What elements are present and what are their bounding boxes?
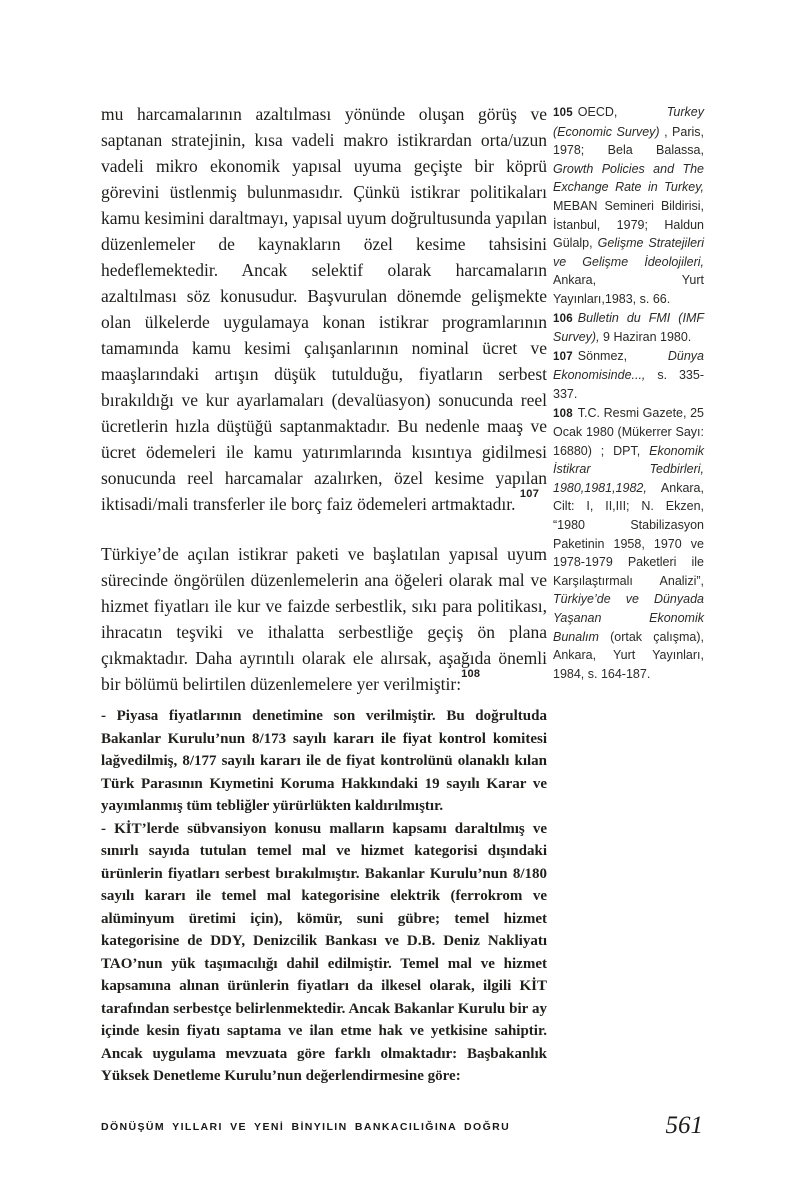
footnote-number: 105 (553, 107, 573, 119)
main-text-column (101, 101, 547, 1088)
paragraph-2-text: Türkiye’de açılan istikrar paketi ve başlatılan yapısal uyum sürecinde öngörülen düzenlemelerin ana öğeleri olarak mal ve hizmet fiyatları ile kur ve faizde serbestlik, sıkı para politikası, ihracatın teşviki ve ithalatta serbestliğe geçiş ön plana çıkmaktadır. Daha ayrıntılı olarak ele alırsak, aşağıda önemli bir bölümü belirtilen düzenlemelere yer verilmiştir: (101, 544, 547, 694)
regulation-list (101, 705, 547, 1088)
footnote-ref-108: 108 (461, 668, 481, 681)
footnote-105 (553, 103, 704, 309)
footnote-text: Sönmez, Dünya Ekonomisinde..., s. 335-337. (553, 348, 704, 401)
footnote-text: Bulletin du FMI (IMF Survey), 9 Haziran 1980. (553, 310, 704, 345)
footnote-107 (553, 347, 704, 404)
footnote-ref-107: 107 (519, 488, 540, 501)
body-paragraph-1 (101, 101, 547, 517)
running-title: DÖNÜŞÜM YILLARI VE YENİ BİNYILIN BANKACILIĞINA DOĞRU (101, 1121, 511, 1133)
body-paragraph-2 (101, 541, 547, 697)
footnote-text: T.C. Resmi Gazete, 25 Ocak 1980 (Mükerrer Sayı: 16880) ; DPT, Ekonomik İstikrar Tedbirleri, 1980,1981,1982, Ankara, Cilt: I, II,III; N. Ekzen, “1980 Stabilizasyon Paketinin 1958, 1970 ve 1978-1979 Paketleri ile Karşılaştırmalı Analizi”, Türkiye’de ve Dünyada Yaşanan Ekonomik Bunalım (ortak çalışma), Ankara, Yurt Yayınları, 1984, s. 164-187. (553, 405, 704, 681)
footnote-108 (553, 404, 704, 684)
regulation-list-item-2: - KİT’lerde sübvansiyon konusu malların kapsamı daraltılmış ve sınırlı sayıda tutulan temel mal ve hizmet kategorisi dışındaki ürünlerin fiyatları serbest bırakılmıştır. Bakanlar Kurulu’nun 8/180 sayılı kararı ile temel mal kategorisine elektrik (ferrokrom ve alüminyum üretimi için), kömür, suni gübre; temel hizmet kategorisine de DDY, Denizcilik Bankası ve D.B. Deniz Nakliyatı TAO’nun yük taşımacılığı dahil edilmiştir. Temel mal ve hizmet kapsamına alınan ürünlerin fiyatları da ilkesel olarak, ilgili KİT tarafından serbestçe belirlenmektedir. Ancak Bakanlar Kurulu bir ay içinde kesin fiyatı saptama ve ilan etme hak ve yetkisine sahiptir. Ancak uygulama mevzuata göre farklı olmaktadır: Başbakanlık Yüksek Denetleme Kurulu’nun değerlendirmesine göre: (101, 820, 547, 1084)
footnote-text: OECD, Turkey (Economic Survey) , Paris, 1978; Bela Balassa, Growth Policies and The Exchange Rate in Turkey, MEBAN Semineri Bildirisi, İstanbul, 1979; Haldun Gülalp, Gelişme Stratejileri ve Gelişme İdeolojileri, Ankara, Yurt Yayınları,1983, s. 66. (553, 105, 705, 306)
page-number: 561 (665, 1112, 703, 1139)
paragraph-1-text: mu harcamalarının azaltılması yönünde oluşan görüş ve saptanan stratejinin, kısa vadeli makro istikrardan orta/uzun vadeli mikro ekonomik yapısal uyuma geçişte bir köprü görevini üstlenmiş bulunmasıdır. Çünkü istikrar politikaları kamu kesimini daraltmayı, yapısal uyum doğrultusunda yapılan düzenlemeler de kaynakların özel kesime tahsisini hedeflemektedir. Ancak selektif olarak harcamaların azaltılması söz konusudur. Başvurulan dönemde gelişmekte olan ülkelerde uygulamaya konan istikrar programlarının tamamında kamu kesimi çalışanlarının nominal ücret ve maaşlarındaki artışın düşük tutulduğu, fiyatların serbest bırakıldığı ve kur ayarlamaları (devalüasyon) sonucunda reel ücretlerin hızla düştüğü saptanmaktadır. Bu nedenle maaş ve ücret ödemeleri ile kamu yatırımlarında kısıntıya gidilmesi sonucunda reel harcamalar azalırken, özel kesime yapılan iktisadi/mali transferler ile borç faiz ödemeleri artmaktadır. (101, 104, 547, 514)
regulation-list-item-1: - Piyasa fiyatlarının denetimine son verilmiştir. Bu doğrultuda Bakanlar Kurulu’nun 8/173 sayılı kararı ile fiyat kontrol komitesi lağvedilmiş, 8/177 sayılı kararı ile de fiyat kontrolünü olanaklı kılan Türk Parasının Kıymetini Koruma Hakkındaki 19 sayılı Karar ve yayımlanmış tüm tebliğler yürürlükten kaldırılmıştır. (101, 708, 547, 814)
footnotes-sidebar (553, 103, 704, 683)
footnote-number: 106 (553, 312, 573, 325)
footnote-number: 108 (553, 407, 573, 420)
footnote-106 (553, 309, 704, 347)
footnote-number: 107 (553, 350, 573, 363)
